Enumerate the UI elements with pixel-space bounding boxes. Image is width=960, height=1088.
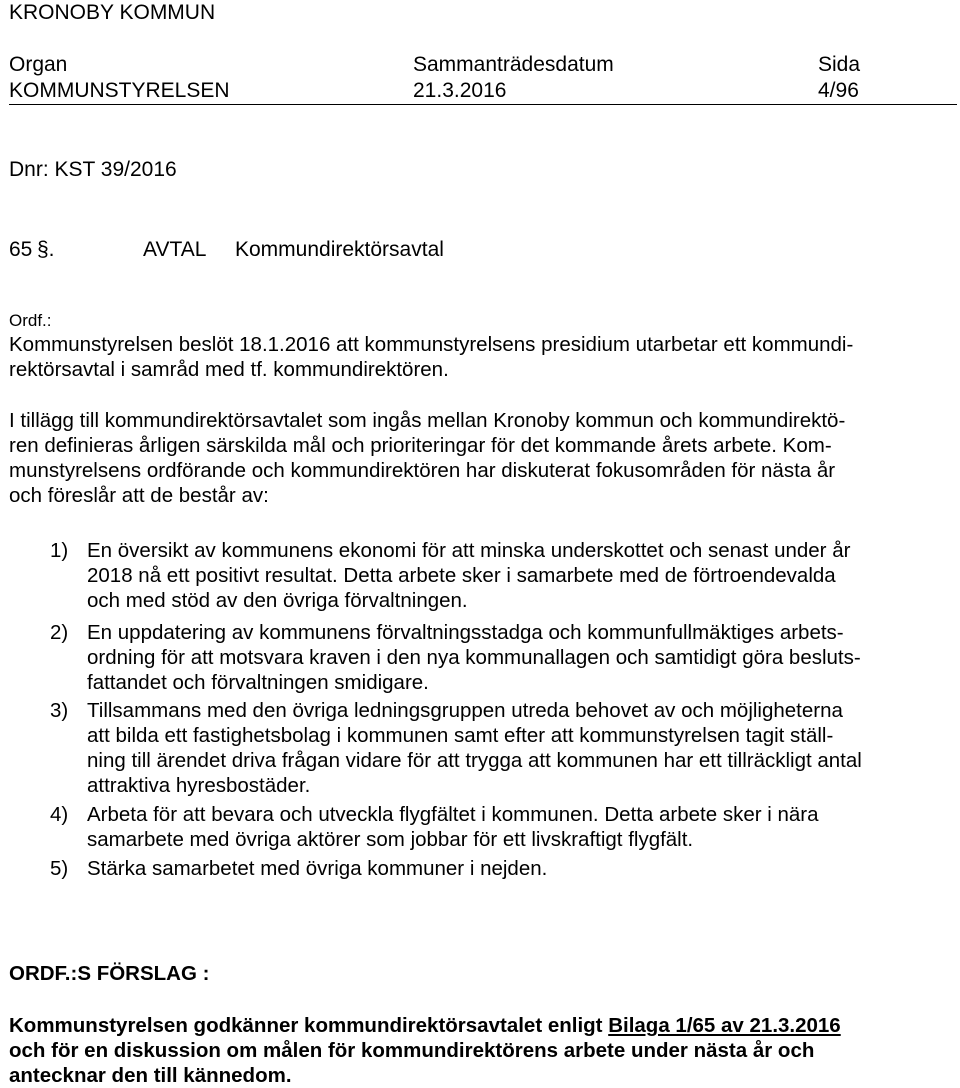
list-item-line: Tillsammans med den övriga ledningsgruppen utreda behovet av och möjligheterna [87,699,843,722]
focus-area-list [0,538,960,898]
paragraph-line: rektörsavtal i samråd med tf. kommundirektören. [9,358,449,381]
org-name: KRONOBY KOMMUN [9,1,216,24]
list-item-number: 4) [50,803,69,826]
list-item-number: 3) [50,699,69,722]
organ-value: KOMMUNSTYRELSEN [9,79,230,102]
list-item-line: fattandet och förvaltningen smidigare. [87,671,429,694]
organ-label: Organ [9,53,68,76]
list-item-line: samarbete med övriga aktörer som jobbar för ett livskraftigt flygfält. [87,828,694,851]
page-number: 4/96 [818,79,859,102]
list-item-number: 1) [50,539,69,562]
list-item-line: att bilda ett fastighetsbolag i kommunen samt efter att kommunstyrelsen tagit ställ- [87,724,834,747]
attachment-link[interactable]: Bilaga 1/65 av 21.3.2016 [608,1014,841,1037]
ordf-label: Ordf.: [9,311,52,330]
section-number: 65 [9,238,33,261]
list-item-line: Arbeta för att bevara och utveckla flygfältet i kommunen. Detta arbete sker i nära [87,803,819,826]
list-item-line: 2018 nå ett positivt resultat. Detta arbete sker i samarbete med de förtroendevalda [87,564,836,587]
paragraph-line: Kommunstyrelsen beslöt 18.1.2016 att kommunstyrelsens presidium utarbetar ett kommundi- [9,333,854,356]
list-item-line: attraktiva hyresbostäder. [87,774,311,797]
proposal-line [9,1013,841,1038]
list-item-line: Stärka samarbetet med övriga kommuner i nejden. [87,857,548,880]
section-symbol: §. [37,238,55,261]
list-item-number: 5) [50,857,69,880]
meeting-date-label: Sammanträdesdatum [413,53,614,76]
section-tag: AVTAL [143,238,207,261]
paragraph-line: I tillägg till kommundirektörsavtalet som ingås mellan Kronoby kommun och kommundirektö- [9,409,846,432]
meeting-date-value: 21.3.2016 [413,79,507,102]
list-item-number: 2) [50,621,69,644]
proposal-text: Kommunstyrelsen godkänner kommundirektörsavtalet enligt [9,1014,609,1037]
list-item-line: ning till ärendet driva frågan vidare för att trygga att kommunen har ett tillräckligt antal [87,749,862,772]
proposal-line: antecknar den till kännedom. [9,1064,292,1087]
page-label: Sida [818,53,861,76]
paragraph-line: munstyrelsens ordförande och kommundirektören har diskuterat fokusområden för nästa år [9,459,836,482]
proposal-heading: ORDF.:S FÖRSLAG : [9,962,210,985]
paragraph-line: ren definieras årligen särskilda mål och prioriteringar för det kommande årets arbete. Kom- [9,434,832,457]
dnr-reference: Dnr: KST 39/2016 [9,158,177,181]
list-item-line: ordning för att motsvara kraven i den nya kommunallagen och samtidigt göra besluts- [87,646,861,669]
list-item-line: och med stöd av den övriga förvaltningen. [87,589,468,612]
proposal-line: och för en diskussion om målen för kommundirektörens arbete under nästa år och [9,1039,815,1062]
list-item-line: En översikt av kommunens ekonomi för att minska underskottet och senast under år [87,539,851,562]
list-item-line: En uppdatering av kommunens förvaltningsstadga och kommunfullmäktiges arbets- [87,621,844,644]
section-title: Kommundirektörsavtal [235,238,444,261]
paragraph-line: och föreslår att de består av: [9,484,269,507]
header-divider [9,104,957,105]
